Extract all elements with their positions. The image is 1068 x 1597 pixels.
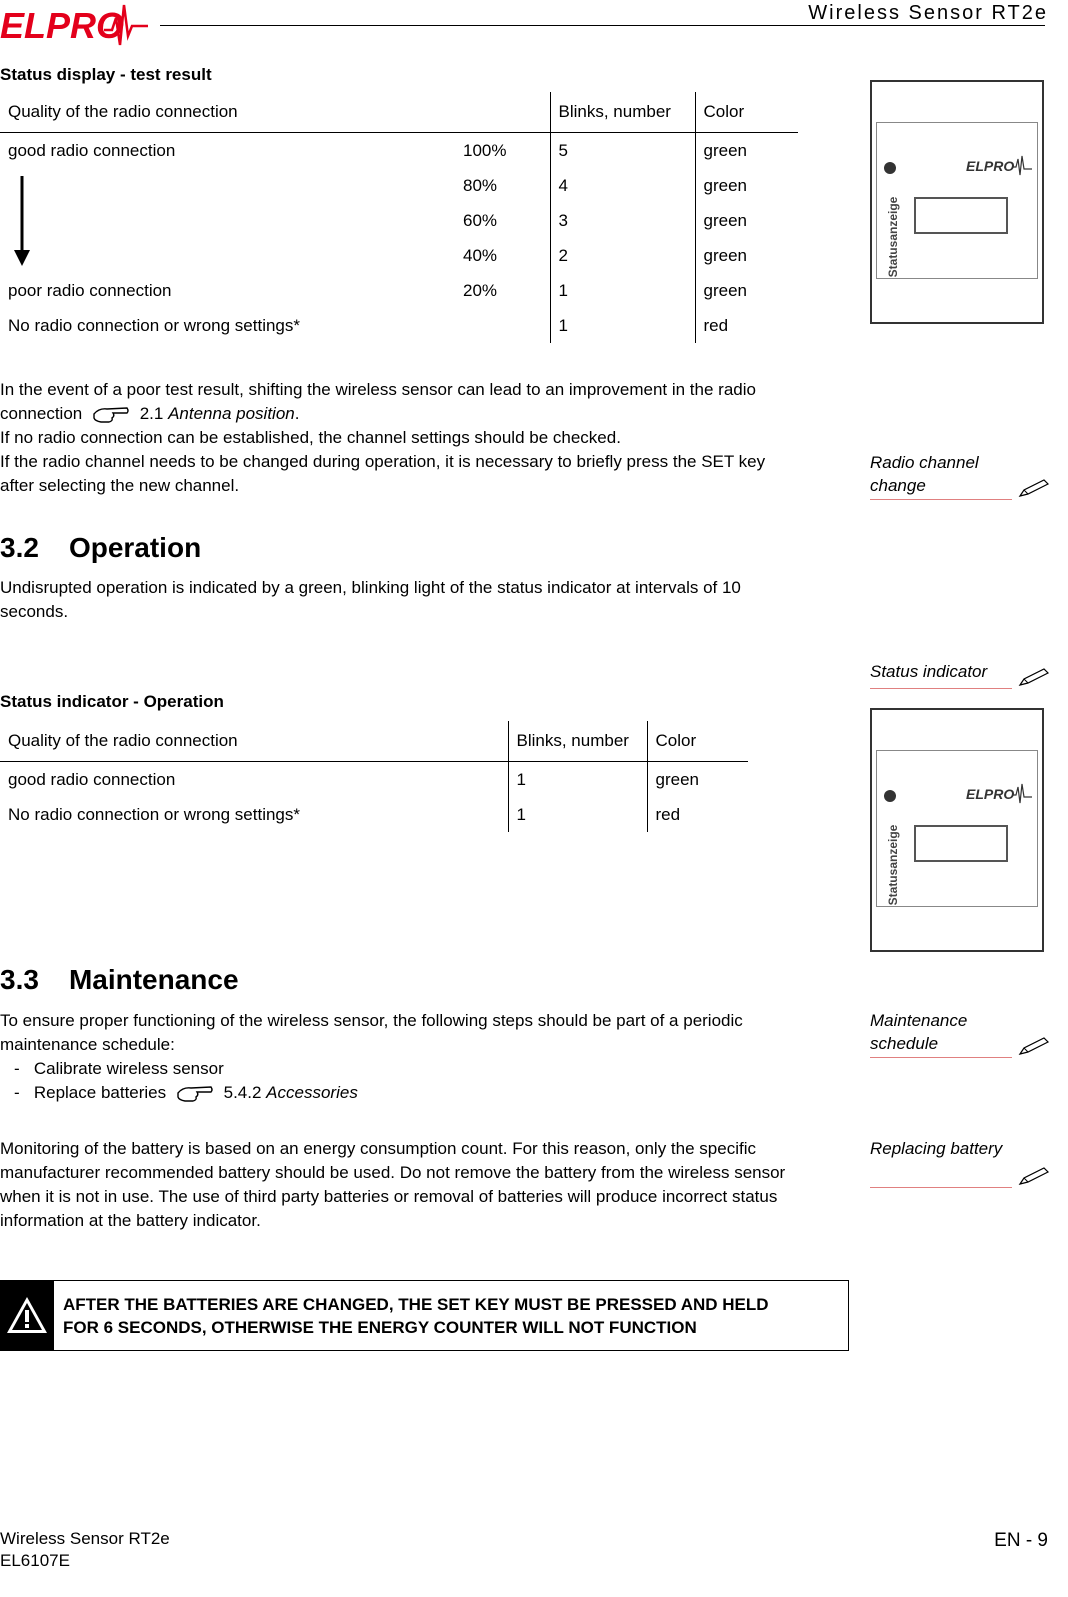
battery-paragraph: Monitoring of the battery is based on an energy consumption count. For this reason, only the specific manufacturer recommended battery should be used. Do not remove the battery from the wireless sensor when it is not in use. The use of third party batteries or removal of batteries will produce incorrect status information at the battery indicator. bbox=[0, 1139, 786, 1230]
pencil-icon bbox=[1018, 667, 1050, 687]
operation-table bbox=[0, 721, 748, 832]
side-note-status-indicator: Status indicator bbox=[870, 662, 988, 681]
warning-triangle-icon bbox=[1, 1281, 54, 1350]
table-row: No radio connection or wrong settings* 1 red bbox=[0, 797, 748, 832]
col-blinks: Blinks, number bbox=[550, 92, 695, 133]
pencil-icon bbox=[1018, 478, 1050, 498]
side-note-rule bbox=[870, 1187, 1012, 1188]
pencil-icon bbox=[1018, 1036, 1050, 1056]
operation-table-heading: Status indicator - Operation bbox=[0, 692, 224, 711]
list-item: - Replace batteries 5.4.2 Accessories bbox=[14, 1083, 358, 1102]
status-led bbox=[884, 790, 896, 802]
warning-icon-panel bbox=[1, 1281, 54, 1350]
footer-left: Wireless Sensor RT2e EL6107E bbox=[0, 1529, 170, 1570]
status-indicator-device bbox=[870, 708, 1044, 952]
table-row: good radio connection 1 green bbox=[0, 762, 748, 798]
warning-text: AFTER THE BATTERIES ARE CHANGED, THE SET KEY MUST BE PRESSED AND HELD FOR 6 SECONDS, OTHERWISE THE ENERGY COUNTER WILL NOT FUNCTION bbox=[63, 1295, 769, 1337]
table-row: good radio connection 100% 5 green bbox=[0, 133, 798, 169]
elpro-logo bbox=[0, 0, 150, 50]
side-note-rule bbox=[870, 1057, 1012, 1058]
col-color: Color bbox=[647, 721, 748, 762]
status-led bbox=[884, 162, 896, 174]
elpro-logo-small bbox=[964, 154, 1034, 178]
operation-paragraph: Undisrupted operation is indicated by a green, blinking light of the status indicator at intervals of 10 seconds. bbox=[0, 578, 741, 621]
maintenance-paragraph: To ensure proper functioning of the wireless sensor, the following steps should be part of a periodic maintenance schedule: - Calibrate wireless sensor - Replace batteries 5.4.2 Accessories bbox=[0, 1009, 850, 1105]
table-row: 40% 2 green bbox=[0, 238, 798, 273]
page-number: EN - 9 bbox=[994, 1530, 1048, 1551]
header-rule bbox=[160, 25, 1045, 26]
section-maintenance-heading: 3.3 Maintenance bbox=[0, 964, 239, 995]
test-result-heading: Status display - test result bbox=[0, 65, 212, 84]
elpro-logo-small bbox=[964, 782, 1034, 806]
display-window bbox=[914, 825, 1008, 862]
table-row: 80% 4 green bbox=[0, 168, 798, 203]
svg-text:ELPRO: ELPRO bbox=[966, 786, 1015, 802]
device-label: Statusanzeige bbox=[886, 196, 900, 278]
header-title: Wireless Sensor RT2e bbox=[808, 2, 1048, 24]
side-note-rule bbox=[870, 499, 1012, 500]
pencil-icon bbox=[1018, 1166, 1050, 1186]
table-row: No radio connection or wrong settings* 1 red bbox=[0, 308, 798, 343]
svg-text:ELPRO: ELPRO bbox=[966, 158, 1015, 174]
display-window bbox=[914, 197, 1008, 234]
elpro-logo-text: ELPRO bbox=[0, 5, 125, 46]
section-operation-heading: 3.2 Operation bbox=[0, 532, 202, 563]
list-item: - Calibrate wireless sensor bbox=[14, 1059, 224, 1078]
table-header-row bbox=[0, 721, 748, 762]
test-result-table bbox=[0, 92, 798, 343]
down-arrow-icon bbox=[12, 176, 32, 266]
pointing-hand-icon bbox=[91, 404, 131, 424]
table-row: 60% 3 green bbox=[0, 203, 798, 238]
table-row: poor radio connection 20% 1 green bbox=[0, 273, 798, 308]
device-label: Statusanzeige bbox=[886, 824, 900, 906]
side-note-rule bbox=[870, 688, 1012, 689]
col-color: Color bbox=[695, 92, 798, 133]
intro-paragraph: In the event of a poor test result, shifting the wireless sensor can lead to an improvement in the radio connection 2.1 Antenna position. If no radio connection can be established, the channel settings should be checked. If the radio channel needs to be changed during operation, it is necessary to briefly press the SET key after selecting the new channel. bbox=[0, 380, 766, 495]
col-quality: Quality of the radio connection bbox=[0, 92, 455, 133]
pointing-hand-icon bbox=[175, 1083, 215, 1103]
status-display-device bbox=[870, 80, 1044, 324]
side-note-radio-channel: Radio channel change bbox=[870, 453, 979, 495]
table-header-row bbox=[0, 92, 798, 133]
col-blinks: Blinks, number bbox=[508, 721, 647, 762]
col-quality: Quality of the radio connection bbox=[0, 721, 508, 762]
side-note-maintenance: Maintenance schedule bbox=[870, 1011, 968, 1053]
side-note-replacing-battery: Replacing battery bbox=[870, 1139, 1003, 1158]
warning-box bbox=[0, 1280, 849, 1351]
